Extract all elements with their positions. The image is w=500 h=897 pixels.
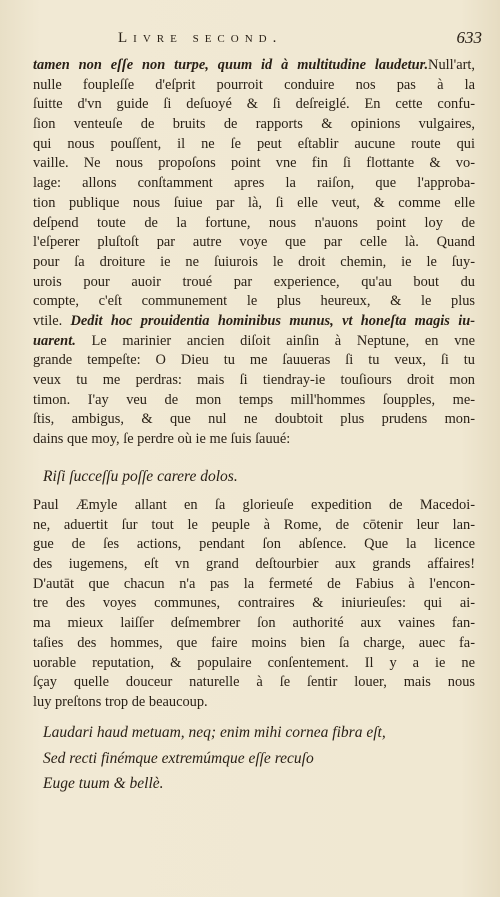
text-line: uorable reputation, & populaire conſentement. Il y a ie ne bbox=[33, 654, 475, 671]
text-line: ſçay quelle douceur naturelle à ſe ſentir louer, mais nous bbox=[33, 674, 475, 691]
latin-verse-1 bbox=[43, 468, 238, 486]
text-line: l'eſperer pluſtoſt par autre voye que par celle là. Quand bbox=[33, 234, 475, 251]
text-line: taſies des hommes, que faire moins bien ſa charge, auec fa- bbox=[33, 634, 475, 651]
text-line: gue de ſes actions, pendant ſon abſence. Que la licence bbox=[33, 536, 475, 553]
page-header bbox=[0, 28, 500, 54]
text-line: tamen non eſſe non turpe, quum id à multitudine laudetur.Null'art, bbox=[33, 57, 475, 73]
text-line: ſion venteuſe de bruits de rapports & opinions vulgaires, bbox=[33, 116, 475, 133]
text-line: vaille. Ne nous propoſons point vne fin ſi flottante & vo- bbox=[33, 155, 475, 172]
text-line: qui nous pouſſent, il ne ſe peut eſtablir aucune route qui bbox=[33, 135, 475, 152]
text-line: D'autāt que chacun n'a pas la fermeté de Fabius à l'encon- bbox=[33, 575, 475, 592]
text-line: nulle foupleſſe d'eſprit pourroit conduire nos pas à la bbox=[33, 76, 475, 93]
verse-line: Euge tuum & bellè. bbox=[43, 775, 164, 792]
text-line: urois pour auoir troué par experience, qu'au bout du bbox=[33, 273, 475, 290]
running-title: Livre second. bbox=[118, 30, 283, 46]
text-line: deſpend toute de la fortune, nous n'auons point loy de bbox=[33, 214, 475, 231]
text-line: tion publique nous ſuiue par là, ſi elle veut, & comme elle bbox=[33, 194, 475, 211]
text-line: timon. I'ay veu de mon temps mill'hommes ſoupples, me- bbox=[33, 391, 475, 408]
page-number: 633 bbox=[456, 28, 482, 47]
text-line: ſuitte d'vn guide ſi deſuoyé & ſi deſreiglé. En cette confu- bbox=[33, 96, 475, 113]
text-line: ne, aduertit ſur tout le peuple à Rome, de cōtenir leur lan- bbox=[33, 516, 475, 533]
text-line: luy preſtons trop de beaucoup. bbox=[33, 693, 208, 710]
text-line: lage: allons conſtamment apres la raiſon, que l'approba- bbox=[33, 175, 475, 192]
text-line: tre des voyes communes, contraires & iniurieuſes: qui ai- bbox=[33, 595, 475, 612]
latin-verse-2 bbox=[43, 720, 386, 797]
text-line: Paul Æmyle allant en ſa glorieuſe expedition de Macedoi- bbox=[33, 497, 475, 513]
verse-line: Riſi ſucceſſu poſſe carere dolos. bbox=[43, 468, 238, 485]
paragraph-1 bbox=[33, 56, 475, 450]
paragraph-2 bbox=[33, 496, 475, 713]
text-line: des iugemens, eſt vn grand deſtourbier aux grands affaires! bbox=[33, 556, 475, 573]
text-line: compte, c'eſt communement le plus heureux, & le plus bbox=[33, 293, 475, 310]
verse-line: Sed recti finémque extremúmque eſſe recuſo bbox=[43, 749, 314, 767]
text-line: pour ſa droiture ie ne ſuiurois le droit chemin, ie le ſuy- bbox=[33, 253, 475, 270]
text-line: uarent. Le marinier ancien diſoit ainſin à Neptune, en vne bbox=[33, 332, 475, 349]
text-line: ſtis, ambigus, & que nul ne doubtoit plus prudens mon- bbox=[33, 411, 475, 428]
text-line: vtile. Dedit hoc prouidentia hominibus munus, vt honeſta magis iu- bbox=[33, 312, 475, 329]
text-line: grande tempeſte: O Dieu tu me ſauueras ſi tu veux, ſi tu bbox=[33, 352, 475, 369]
text-line: dains que moy, ſe perdre où ie me ſuis ſauué: bbox=[33, 431, 291, 448]
text-line: veux tu me perdras: mais ſi tiendray-ie touſiours droit mon bbox=[33, 372, 475, 388]
verse-line: Laudari haud metuam, neq; enim mihi cornea fibra eſt, bbox=[43, 724, 386, 741]
text-line: ma mieux laiſſer deſmembrer ſon authorité aux vaines fan- bbox=[33, 615, 475, 632]
